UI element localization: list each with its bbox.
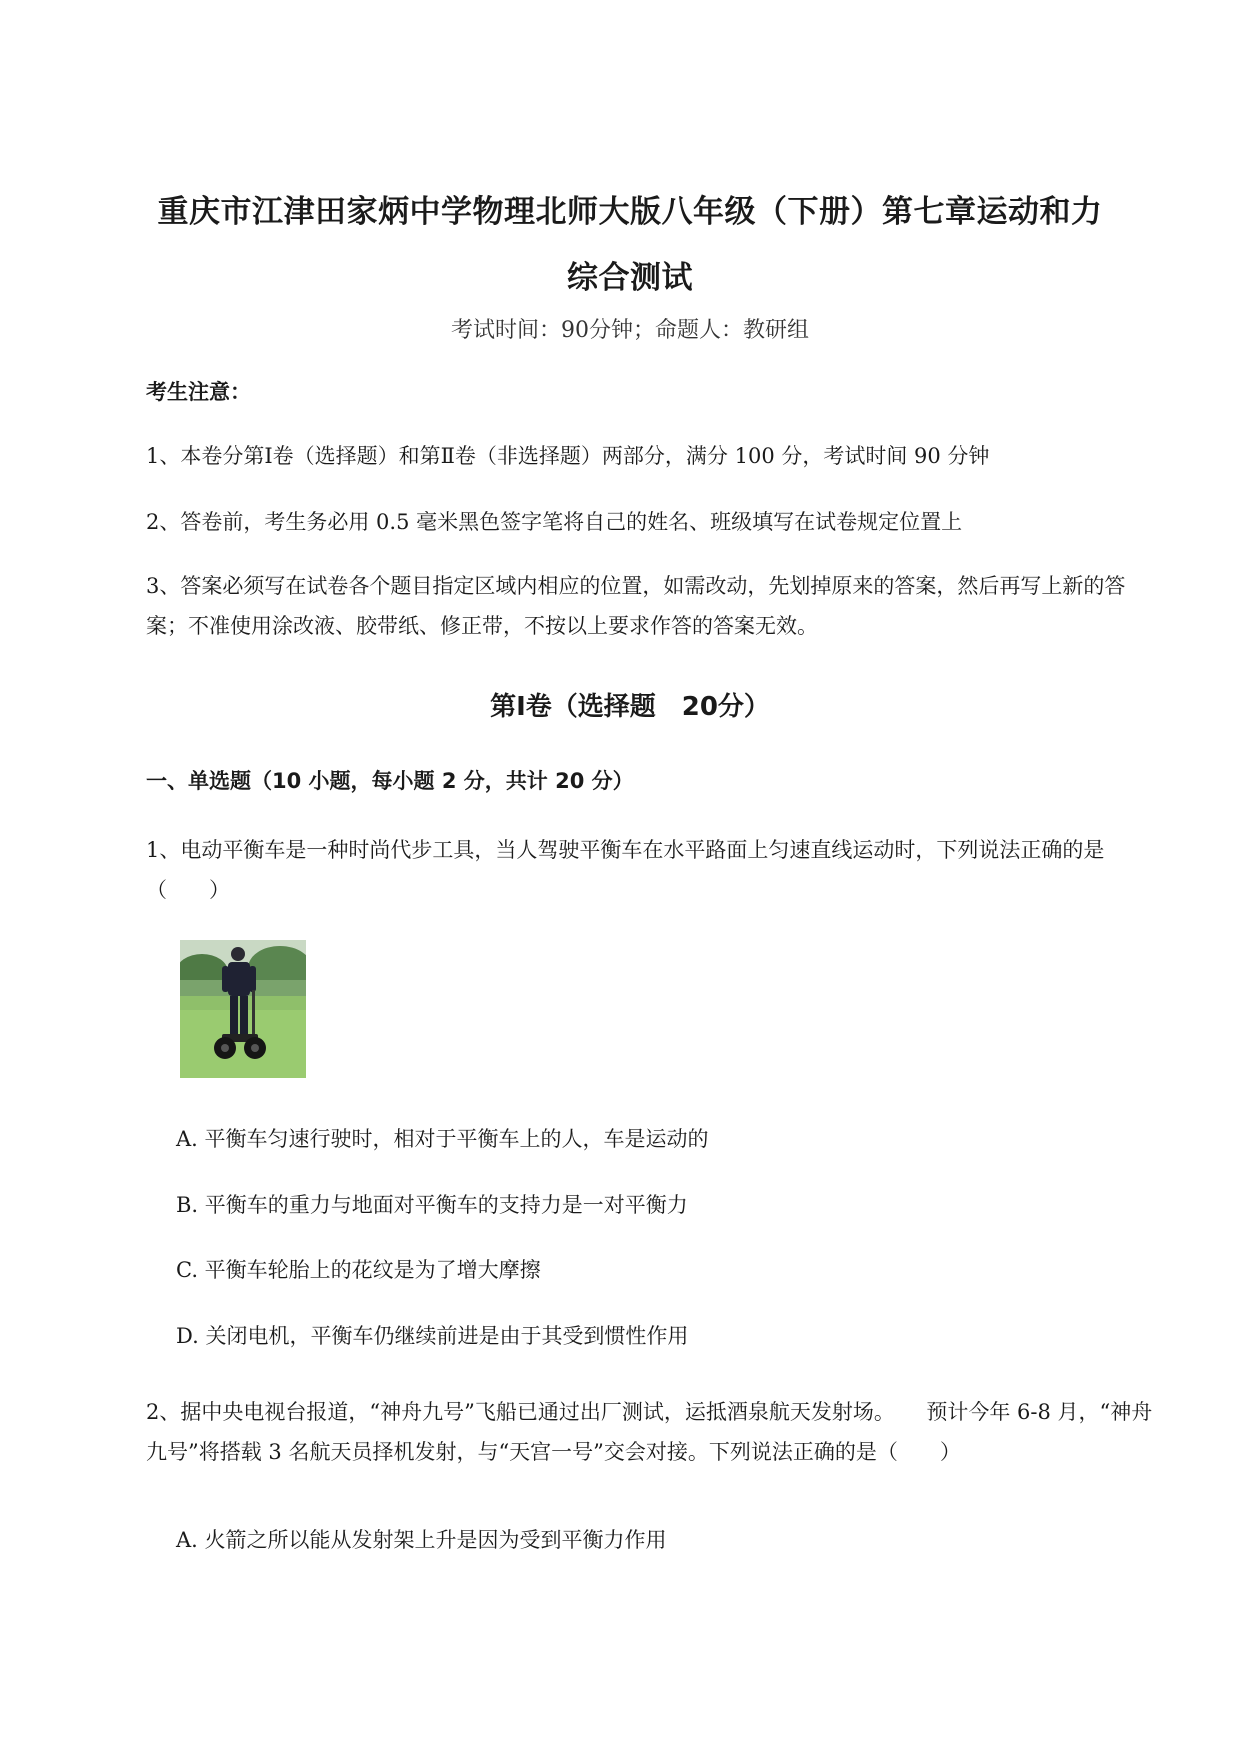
part-heading: 一、单选题（10 小题，每小题 2 分，共计 20 分） (146, 769, 634, 793)
exam-title-line1: 重庆市江津田家炳中学物理北师大版八年级（下册）第七章运动和力 (157, 194, 1103, 230)
exam-title-line2: 综合测试 (567, 260, 693, 296)
question-1-stem: 1、电动平衡车是一种时尚代步工具，当人驾驶平衡车在水平路面上匀速直线运动时，下列说法正确的是（ ） (146, 838, 1105, 902)
notice-item: 2、答卷前，考生务必用 0.5 毫米黑色签字笔将自己的姓名、班级填写在试卷规定位置上 (146, 510, 963, 534)
question-1-option-a: A. 平衡车匀速行驶时，相对于平衡车上的人，车是运动的 (176, 1127, 709, 1151)
question-1-option-d: D. 关闭电机，平衡车仍继续前进是由于其受到惯性作用 (176, 1324, 689, 1348)
exam-subtitle: 考试时间：90分钟；命题人：教研组 (451, 318, 809, 343)
notice-heading: 考生注意： (146, 380, 251, 404)
notice-item: 3、答案必须写在试卷各个题目指定区域内相应的位置，如需改动，先划掉原来的答案，然后再写上新的答案；不准使用涂改液、胶带纸、修正带，不按以上要求作答的答案无效。 (146, 574, 1126, 638)
segway-photo (180, 940, 306, 1078)
question-1-option-c: C. 平衡车轮胎上的花纹是为了增大摩擦 (176, 1258, 541, 1282)
question-2-stem: 2、据中央电视台报道，“神舟九号”飞船已通过出厂测试，运抵酒泉航天发射场。 预计今年 6-8 月，“神舟九号”将搭载 3 名航天员择机发射，与“天宫一号”交会对接。下列说法正确的是（ ） (146, 1400, 1153, 1464)
question-2-option-a: A. 火箭之所以能从发射架上升是因为受到平衡力作用 (176, 1528, 667, 1552)
question-1-option-b: B. 平衡车的重力与地面对平衡车的支持力是一对平衡力 (176, 1193, 688, 1217)
notice-item: 1、本卷分第Ⅰ卷（选择题）和第Ⅱ卷（非选择题）两部分，满分 100 分，考试时间 90 分钟 (146, 444, 990, 468)
section-title: 第Ⅰ卷（选择题 20分） (490, 692, 770, 722)
